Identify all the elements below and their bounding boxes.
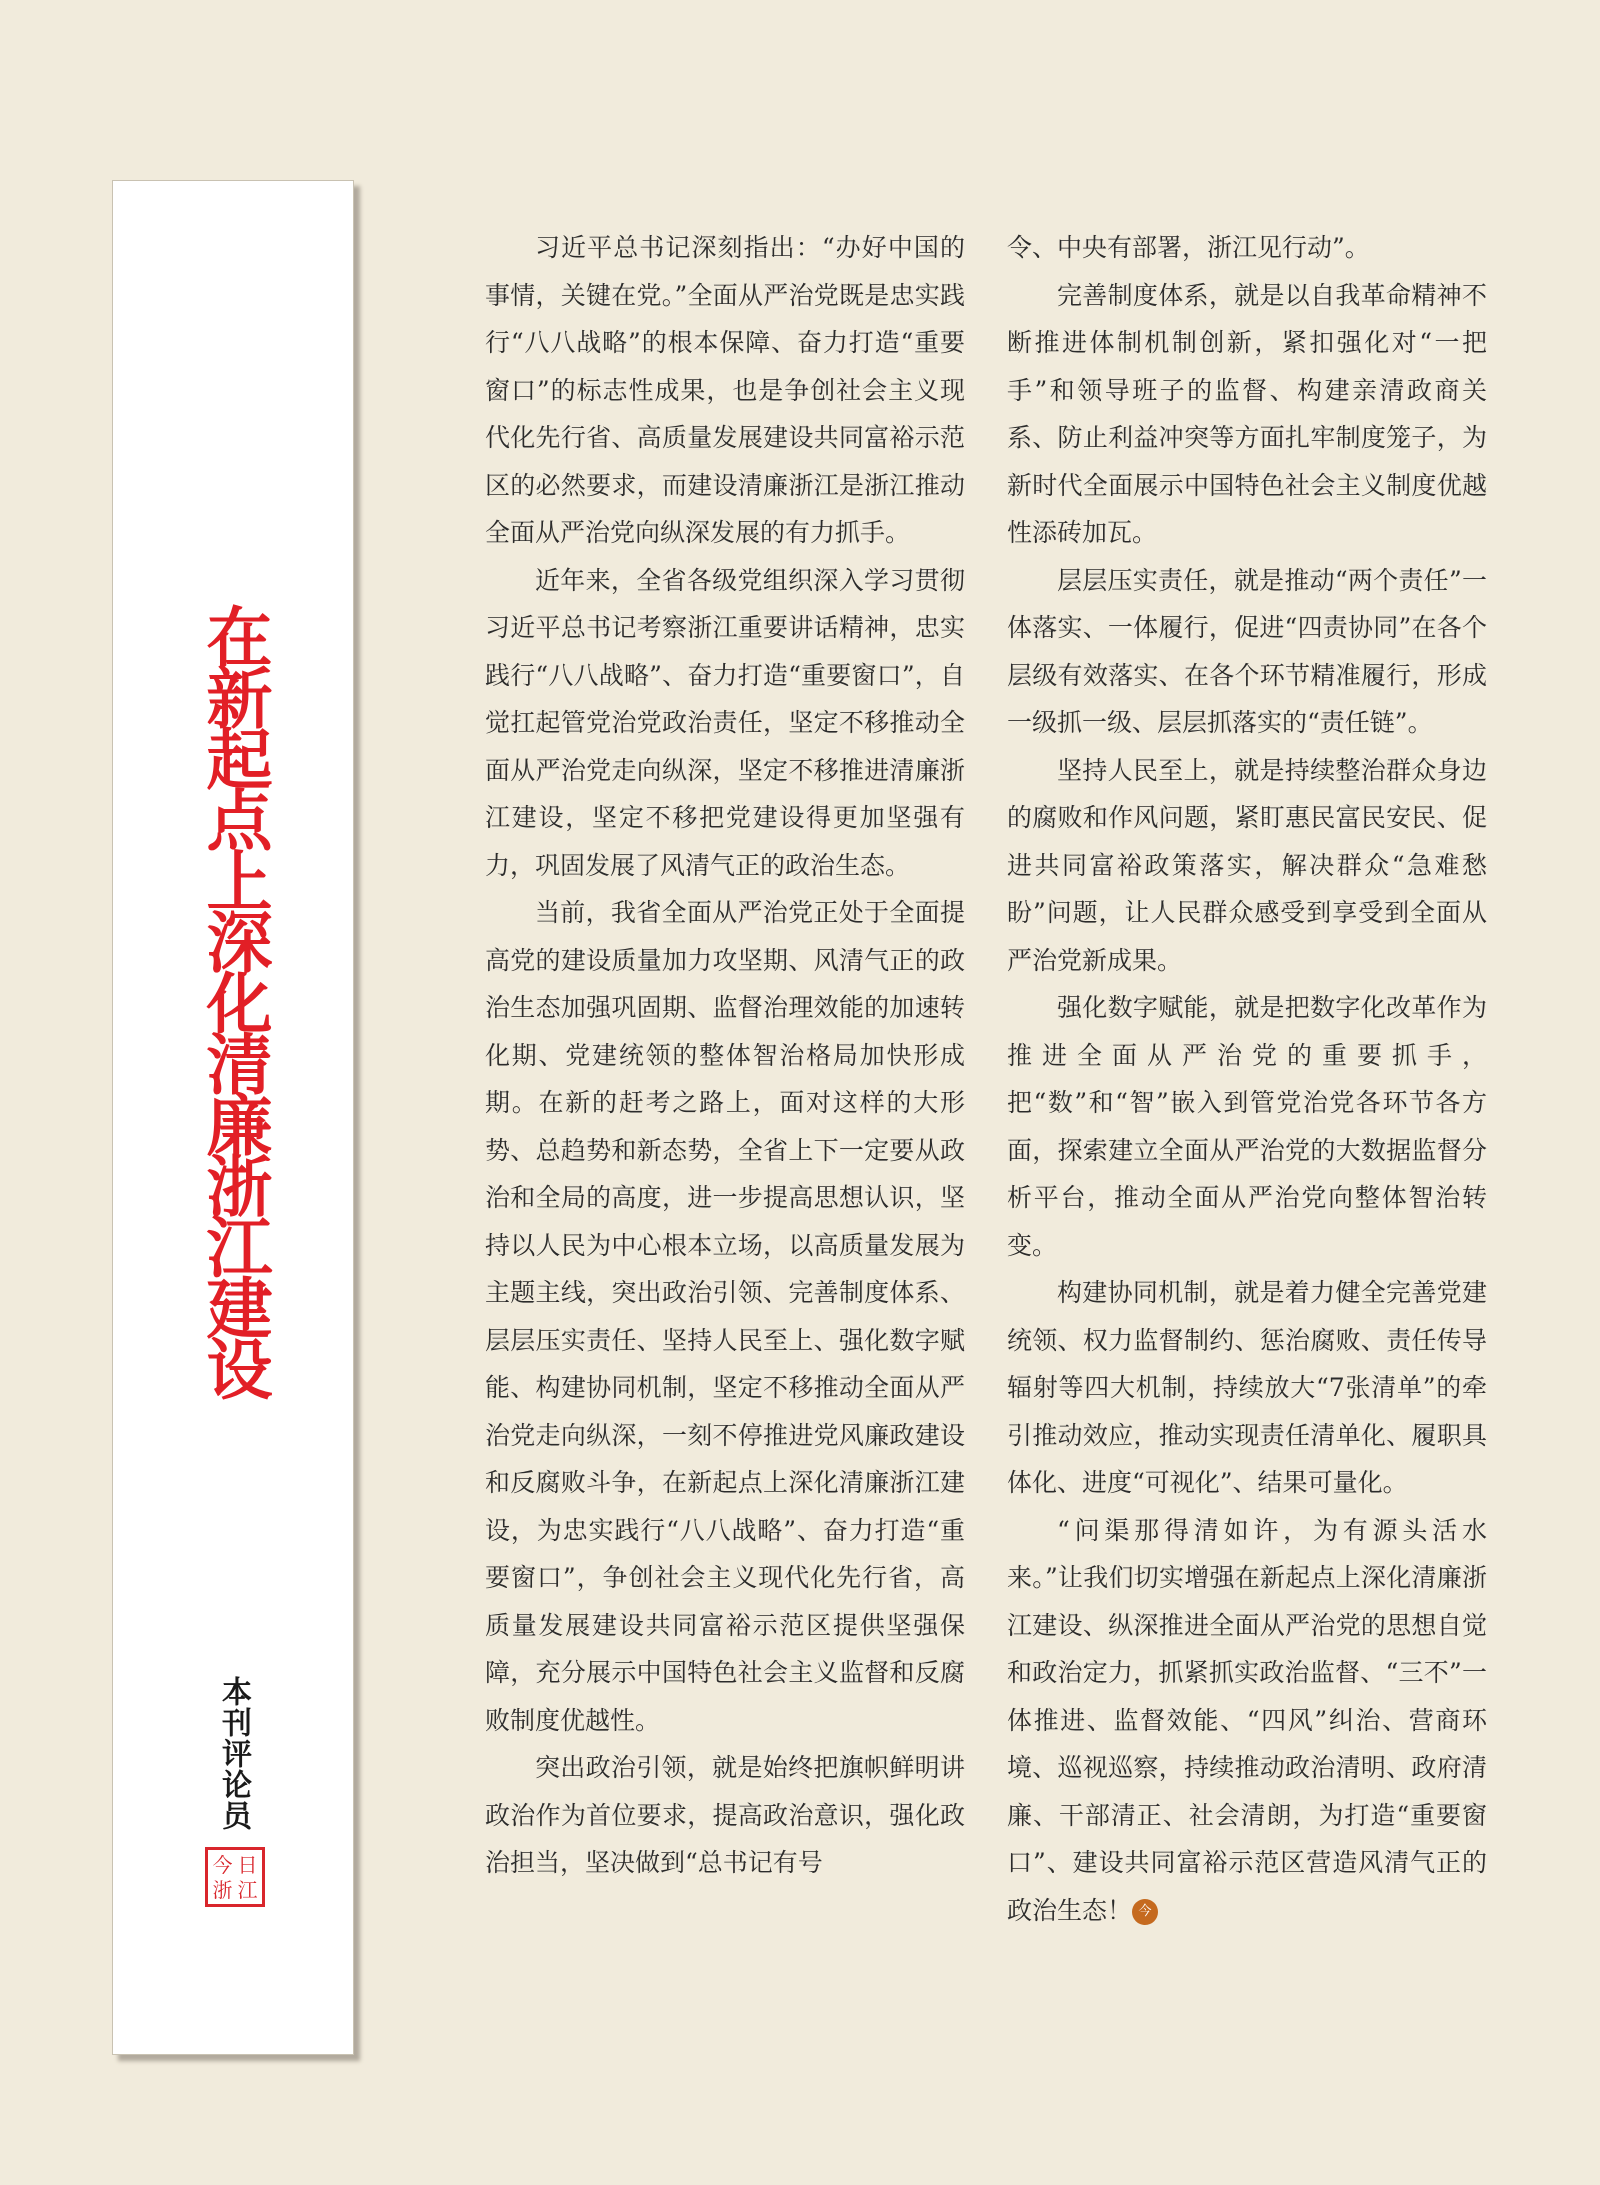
seal-char: 浙 xyxy=(212,1877,233,1902)
paragraph-final xyxy=(1007,1507,1487,1935)
paragraph-continuation: 令、中央有部署，浙江见行动”。 xyxy=(1007,233,1370,262)
paragraph: 坚持人民至上，就是持续整治群众身边的腐败和作风问题，紧盯惠民富民安民、促进共同富裕政策落实，解决群众“急难愁盼”问题，让人民群众感受到享受到全面从严治党新成果。 xyxy=(1007,755,1487,975)
paragraph: 构建协同机制，就是着力健全完善党建统领、权力监督制约、惩治腐败、责任传导辐射等四大机制，持续放大“7张清单”的牵引推动效应，推动实现责任清单化、履职具体化、进度“可视化”、结果可量化。 xyxy=(1007,1278,1487,1497)
paragraph: 突出政治引领，就是始终把旗帜鲜明讲政治作为首位要求，提高政治意识，强化政治担当，坚决做到“总书记有号 xyxy=(485,1753,965,1877)
byline: 本刊评论员 xyxy=(216,1676,251,1831)
seal-char: 今 xyxy=(212,1852,233,1877)
paragraph: 近年来，全省各级党组织深入学习贯彻习近平总书记考察浙江重要讲话精神，忠实践行“八八战略”、奋力打造“重要窗口”，自觉扛起管党治党政治责任，坚定不移推动全面从严治党走向纵深，坚定不移推进清廉浙江建设，坚定不移把党建设得更加坚强有力，巩固发展了风清气正的政治生态。 xyxy=(485,565,965,880)
paragraph: 习近平总书记深刻指出：“办好中国的事情，关键在党。”全面从严治党既是忠实践行“八八战略”的根本保障、奋力打造“重要窗口”的标志性成果，也是争创社会主义现代化先行省、高质量发展建设共同富裕示范区的必然要求，而建设清廉浙江是浙江推动全面从严治党向纵深发展的有力抓手。 xyxy=(485,233,965,547)
paragraph: 强化数字赋能，就是把数字化改革作为推进全面从严治党的重要抓手，把“数”和“智”嵌入到管党治党各环节各方面，探索建立全面从严治党的大数据监督分析平台，推动全面从严治党向整体智治转变。 xyxy=(1007,993,1487,1260)
final-paragraph-text: “问渠那得清如许，为有源头活水来。”让我们切实增强在新起点上深化清廉浙江建设、纵深推进全面从严治党的思想自觉和政治定力，抓紧抓实政治监督、“三不”一体推进、监督效能、“四风”纠治、营商环境、巡视巡察，持续推动政治清明、政府清廉、干部清正、社会清朗，为打造“重要窗口”、建设共同富裕示范区营造风清气正的政治生态！ xyxy=(1007,1515,1487,1925)
paragraph: 当前，我省全面从严治党正处于全面提高党的建设质量加力攻坚期、风清气正的政治生态加强巩固期、监督治理效能的加速转化期、党建统领的整体智治格局加快形成期。在新的赶考之路上，面对这样的大形势、总趋势和新态势，全省上下一定要从政治和全局的高度，进一步提高思想认识，坚持以人民为中心根本立场，以高质量发展为主题主线，突出政治引领、完善制度体系、层层压实责任、坚持人民至上、强化数字赋能、构建协同机制，坚定不移推动全面从严治党走向纵深，一刻不停推进党风廉政建设和反腐败斗争，在新起点上深化清廉浙江建设，为忠实践行“八八战略”、奋力打造“重要窗口”，争创社会主义现代化先行省，高质量发展建设共同富裕示范区提供坚强保障，充分展示中国特色社会主义监督和反腐败制度优越性。 xyxy=(485,898,965,1735)
text-column-right xyxy=(1007,224,1487,1934)
seal-char: 江 xyxy=(237,1877,258,1902)
end-mark-icon: 今 xyxy=(1132,1899,1158,1925)
title-strip xyxy=(112,180,354,2055)
article-title: 在新起点上深化清廉浙江建设 xyxy=(195,603,272,1396)
paragraph: 完善制度体系，就是以自我革命精神不断推进体制机制创新，紧扣强化对“一把手”和领导班子的监督、构建亲清政商关系、防止利益冲突等方面扎牢制度笼子，为新时代全面展示中国特色社会主义制度优越性添砖加瓦。 xyxy=(1007,280,1487,547)
text-column-left xyxy=(485,224,965,1887)
paragraph: 层层压实责任，就是推动“两个责任”一体落实、一体履行，促进“四责协同”在各个层级有效落实、在各个环节精准履行，形成一级抓一级、层层抓落实的“责任链”。 xyxy=(1007,565,1487,737)
seal-stamp xyxy=(205,1847,265,1907)
seal-char: 日 xyxy=(237,1852,258,1877)
